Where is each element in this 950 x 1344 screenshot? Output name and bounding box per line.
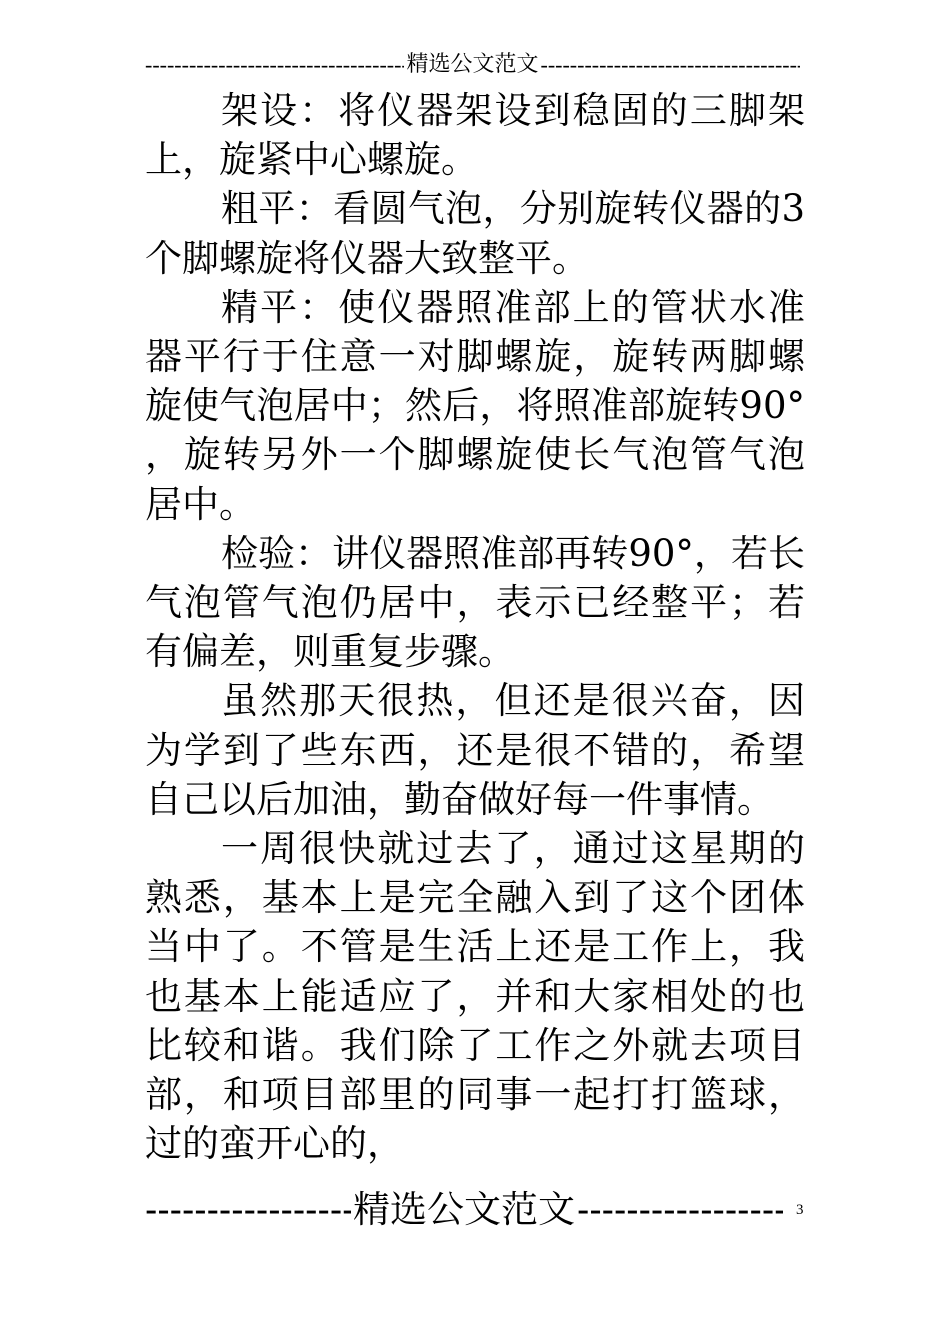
paragraph-inspection: 检验：讲仪器照准部再转90°，若长气泡管气泡仍居中，表示已经整平；若有偏差，则重复步骤。 xyxy=(145,531,805,674)
paragraph-setup: 架设：将仪器架设到稳固的三脚架上，旋紧中心螺旋。 xyxy=(145,89,805,182)
header-left-dashes xyxy=(145,50,404,80)
header-right-dashes xyxy=(541,50,800,80)
footer-left-dashes xyxy=(145,1186,351,1234)
page-number: 3 xyxy=(796,1202,804,1218)
document-body xyxy=(145,86,805,1168)
header-title: 精选公文范文 xyxy=(406,52,539,77)
page-header xyxy=(145,50,800,80)
page-footer xyxy=(145,1186,783,1234)
footer-right-dashes xyxy=(577,1186,783,1234)
paragraph-week-summary: 一周很快就过去了，通过这星期的熟悉，基本上是完全融入到了这个团体当中了。不管是生活上还是工作上，我也基本上能适应了，并和大家相处的也比较和谐。我们除了工作之外就去项目部，和项目部里的同事一起打打篮球，过的蛮开心的， xyxy=(145,827,805,1166)
paragraph-reflection: 虽然那天很热，但还是很兴奋，因为学到了些东西，还是很不错的，希望自己以后加油，勤奋做好每一件事情。 xyxy=(145,679,805,821)
paragraph-rough-leveling: 粗平：看圆气泡，分别旋转仪器的3个脚螺旋将仪器大致整平。 xyxy=(145,187,805,280)
footer-title: 精选公文范文 xyxy=(353,1188,575,1231)
paragraph-fine-leveling: 精平：使仪器照准部上的管状水准器平行于住意一对脚螺旋，旋转两脚螺旋使气泡居中；然后，将照准部旋转90°，旋转另外一个脚螺旋使长气泡管气泡居中。 xyxy=(145,285,805,526)
